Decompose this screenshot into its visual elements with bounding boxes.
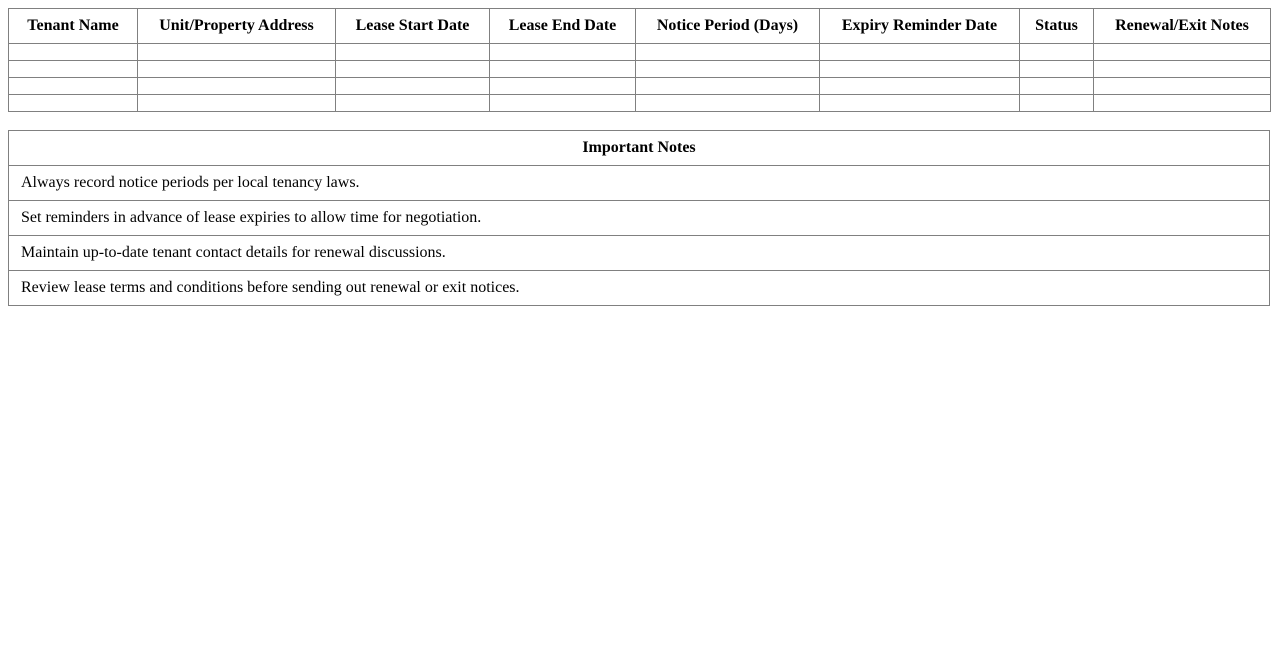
table-cell[interactable] <box>1020 44 1094 61</box>
table-cell[interactable] <box>138 78 336 95</box>
table-cell[interactable] <box>490 95 636 112</box>
table-cell[interactable] <box>820 44 1020 61</box>
header-lease-end-date: Lease End Date <box>490 9 636 44</box>
table-cell[interactable] <box>9 61 138 78</box>
note-item: Review lease terms and conditions before sending out renewal or exit notices. <box>9 271 1270 306</box>
table-cell[interactable] <box>1094 61 1271 78</box>
note-item: Maintain up-to-date tenant contact details for renewal discussions. <box>9 236 1270 271</box>
table-cell[interactable] <box>336 78 490 95</box>
table-cell[interactable] <box>820 95 1020 112</box>
table-row <box>9 95 1271 112</box>
table-cell[interactable] <box>1094 95 1271 112</box>
table-cell[interactable] <box>636 95 820 112</box>
note-row <box>9 201 1270 236</box>
table-cell[interactable] <box>490 44 636 61</box>
table-row <box>9 44 1271 61</box>
table-cell[interactable] <box>1020 95 1094 112</box>
table-cell[interactable] <box>138 61 336 78</box>
table-row <box>9 61 1271 78</box>
table-header-row <box>9 9 1271 44</box>
table-cell[interactable] <box>636 61 820 78</box>
table-cell[interactable] <box>336 44 490 61</box>
note-row <box>9 166 1270 201</box>
header-unit-property-address: Unit/Property Address <box>138 9 336 44</box>
table-cell[interactable] <box>336 95 490 112</box>
note-row <box>9 271 1270 306</box>
header-notice-period: Notice Period (Days) <box>636 9 820 44</box>
table-cell[interactable] <box>1094 78 1271 95</box>
table-cell[interactable] <box>138 44 336 61</box>
header-lease-start-date: Lease Start Date <box>336 9 490 44</box>
lease-tracking-table <box>8 8 1271 112</box>
table-cell[interactable] <box>1094 44 1271 61</box>
table-cell[interactable] <box>1020 78 1094 95</box>
table-cell[interactable] <box>490 78 636 95</box>
table-cell[interactable] <box>820 78 1020 95</box>
note-item: Set reminders in advance of lease expiries to allow time for negotiation. <box>9 201 1270 236</box>
table-cell[interactable] <box>820 61 1020 78</box>
note-row <box>9 236 1270 271</box>
table-cell[interactable] <box>1020 61 1094 78</box>
table-row <box>9 78 1271 95</box>
table-cell[interactable] <box>9 78 138 95</box>
header-renewal-exit-notes: Renewal/Exit Notes <box>1094 9 1271 44</box>
important-notes-table <box>8 130 1270 306</box>
table-cell[interactable] <box>9 95 138 112</box>
table-cell[interactable] <box>636 44 820 61</box>
table-cell[interactable] <box>636 78 820 95</box>
table-cell[interactable] <box>336 61 490 78</box>
header-tenant-name: Tenant Name <box>9 9 138 44</box>
notes-header-row <box>9 131 1270 166</box>
table-cell[interactable] <box>490 61 636 78</box>
table-cell[interactable] <box>9 44 138 61</box>
header-status: Status <box>1020 9 1094 44</box>
table-cell[interactable] <box>138 95 336 112</box>
header-expiry-reminder-date: Expiry Reminder Date <box>820 9 1020 44</box>
notes-title: Important Notes <box>9 131 1270 166</box>
note-item: Always record notice periods per local tenancy laws. <box>9 166 1270 201</box>
